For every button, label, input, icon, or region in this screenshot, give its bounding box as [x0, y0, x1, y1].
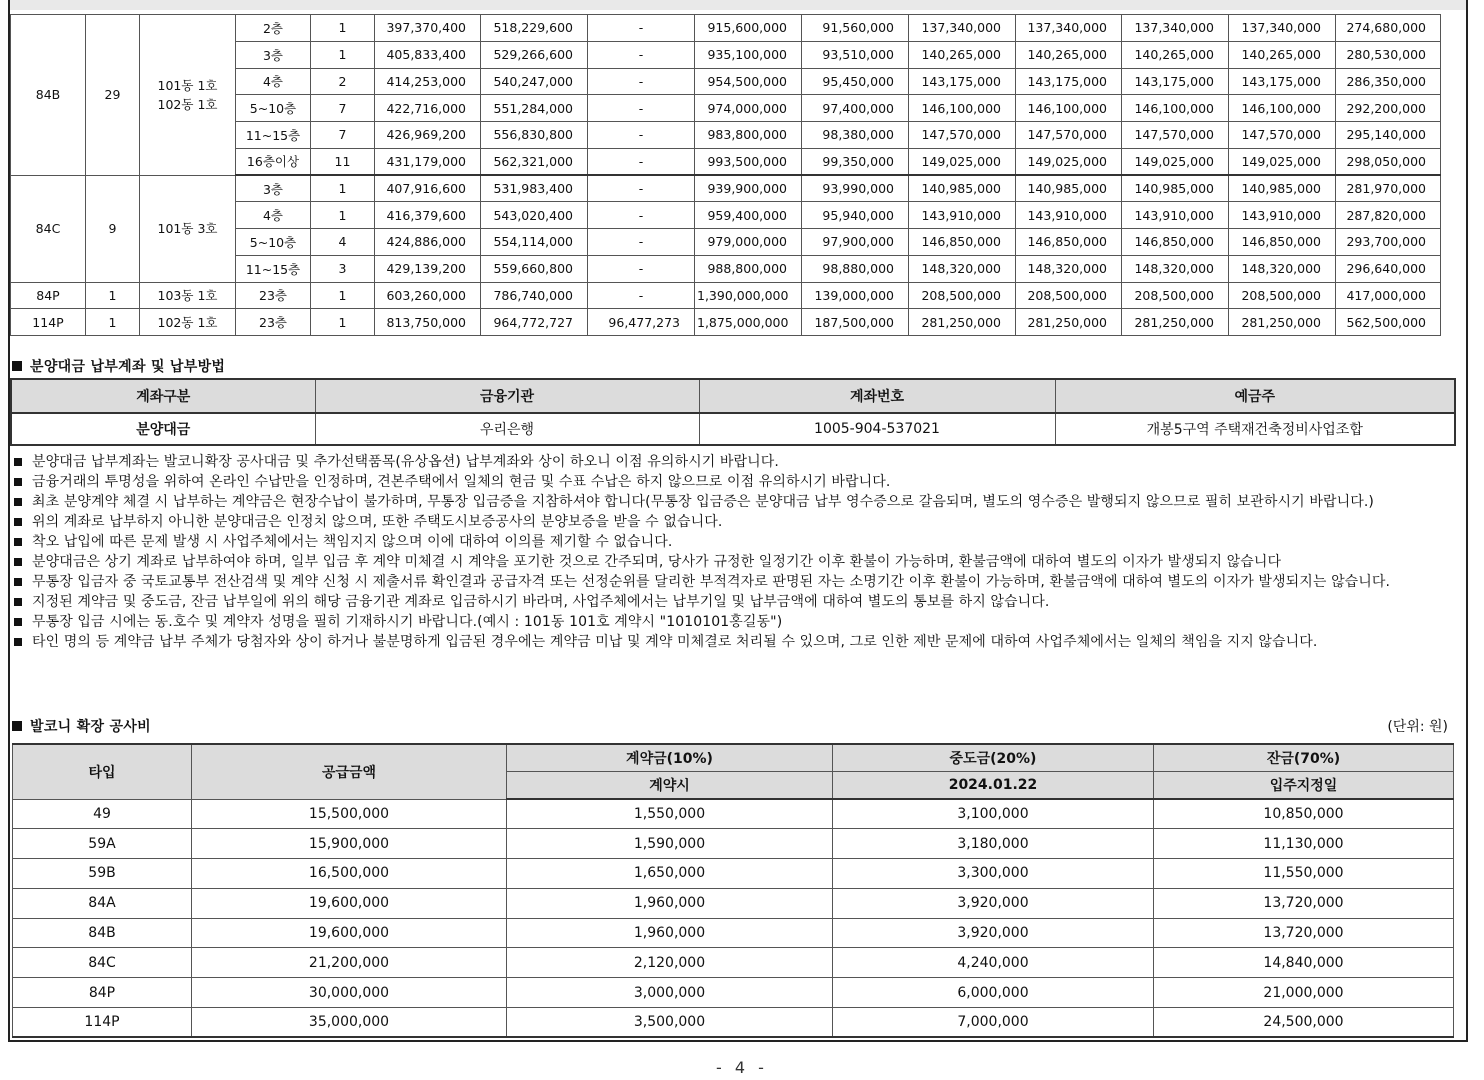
payment-note-item — [14, 492, 1434, 512]
price-row — [11, 309, 1441, 336]
price-deposit-cell: 97,900,000 — [802, 229, 909, 256]
price-building-cell: 540,247,000 — [481, 68, 588, 95]
balcony-deposit-cell: 1,960,000 — [507, 918, 833, 948]
price-type-cell: 84P — [11, 282, 86, 309]
account-table-header-row — [11, 379, 1455, 413]
price-mid1-cell: 281,250,000 — [909, 309, 1016, 336]
price-dong-cell — [140, 15, 236, 176]
balcony-section-title-text: 발코니 확장 공사비 — [30, 719, 151, 735]
balcony-row — [13, 829, 1454, 859]
price-floor-cell: 5~10층 — [236, 95, 311, 122]
price-dong-cell — [140, 175, 236, 282]
price-vat-cell: - — [588, 282, 695, 309]
balcony-deposit-cell: 3,000,000 — [507, 978, 833, 1008]
price-land-cell: 424,886,000 — [375, 229, 481, 256]
price-mid3-cell: 146,850,000 — [1122, 229, 1229, 256]
price-land-cell: 431,179,000 — [375, 148, 481, 175]
price-mid1-cell: 140,985,000 — [909, 175, 1016, 202]
payment-note-item — [14, 452, 1434, 472]
balcony-supply-cell: 30,000,000 — [192, 978, 507, 1008]
payment-note-text: 타인 명의 등 계약금 납부 주체가 당첨자와 상이 하거나 불분명하게 입금된 경우에는 계약금 미납 및 계약 미체결로 처리될 수 있으며, 그로 인한 제반 문제에 대하여 사업주체에서는 일체의 책임을 지지 않습니다. — [32, 634, 1318, 650]
balcony-balance-cell: 11,130,000 — [1154, 829, 1454, 859]
price-balance-cell: 295,140,000 — [1336, 122, 1441, 149]
price-mid2-cell: 143,175,000 — [1016, 68, 1122, 95]
balcony-balance-cell: 14,840,000 — [1154, 948, 1454, 978]
balcony-deposit-cell: 2,120,000 — [507, 948, 833, 978]
balcony-header-supply: 공급금액 — [192, 744, 507, 799]
balcony-section-title — [12, 716, 151, 736]
price-mid3-cell: 143,175,000 — [1122, 68, 1229, 95]
balcony-middle-cell: 3,300,000 — [833, 859, 1154, 889]
price-count-cell: 1 — [311, 282, 375, 309]
balcony-supply-cell: 16,500,000 — [192, 859, 507, 889]
price-land-cell: 397,370,400 — [375, 15, 481, 42]
unit-label: (단위: 원) — [1387, 719, 1448, 735]
price-building-cell: 543,020,400 — [481, 202, 588, 229]
square-bullet-icon — [14, 458, 22, 466]
price-deposit-cell: 187,500,000 — [802, 309, 909, 336]
price-balance-cell: 292,200,000 — [1336, 95, 1441, 122]
price-count-cell: 1 — [311, 41, 375, 68]
price-count-cell: 1 — [311, 202, 375, 229]
payment-note-item — [14, 552, 1434, 572]
price-vat-cell: - — [588, 148, 695, 175]
square-bullet-icon — [14, 478, 22, 486]
balcony-middle-cell: 3,920,000 — [833, 888, 1154, 918]
balcony-type-cell: 59B — [13, 859, 192, 889]
price-mid4-cell: 146,850,000 — [1229, 229, 1336, 256]
price-deposit-cell: 95,450,000 — [802, 68, 909, 95]
balcony-type-cell: 49 — [13, 799, 192, 829]
balcony-supply-cell: 19,600,000 — [192, 888, 507, 918]
price-units-cell: 29 — [86, 15, 140, 176]
account-header-number: 계좌번호 — [699, 379, 1055, 413]
supply-price-table-body — [11, 15, 1441, 336]
price-count-cell: 7 — [311, 95, 375, 122]
price-total-cell: 974,000,000 — [695, 95, 802, 122]
price-building-cell: 518,229,600 — [481, 15, 588, 42]
account-section-title-text: 분양대금 납부계좌 및 납부방법 — [30, 359, 226, 375]
balcony-type-cell: 59A — [13, 829, 192, 859]
price-count-cell: 1 — [311, 175, 375, 202]
price-count-cell: 4 — [311, 229, 375, 256]
price-mid1-cell: 143,910,000 — [909, 202, 1016, 229]
price-mid2-cell: 281,250,000 — [1016, 309, 1122, 336]
price-floor-cell: 3층 — [236, 175, 311, 202]
price-total-cell: 935,100,000 — [695, 41, 802, 68]
price-floor-cell: 5~10층 — [236, 229, 311, 256]
price-floor-cell: 4층 — [236, 68, 311, 95]
price-dong-cell — [140, 282, 236, 309]
price-mid1-cell: 149,025,000 — [909, 148, 1016, 175]
price-total-cell: 979,000,000 — [695, 229, 802, 256]
price-floor-cell: 23층 — [236, 282, 311, 309]
page-number: - 4 - — [716, 1058, 768, 1077]
payment-note-text: 무통장 입금자 중 국토교통부 전산검색 및 계약 신청 시 제출서류 확인결과 공급자격 또는 선정순위를 달리한 부적격자로 판명된 자는 소명기간 이후 환불이 가능하며, 환불금액에 대하여 별도의 이자가 발생되지는 않습니다. — [32, 574, 1391, 590]
price-mid2-cell: 143,910,000 — [1016, 202, 1122, 229]
account-table — [10, 378, 1456, 446]
price-building-cell: 531,983,400 — [481, 175, 588, 202]
price-mid3-cell: 137,340,000 — [1122, 15, 1229, 42]
price-deposit-cell: 98,380,000 — [802, 122, 909, 149]
price-mid4-cell: 146,100,000 — [1229, 95, 1336, 122]
price-deposit-cell: 93,990,000 — [802, 175, 909, 202]
balcony-type-cell: 84B — [13, 918, 192, 948]
balcony-type-cell: 84C — [13, 948, 192, 978]
price-mid2-cell: 140,265,000 — [1016, 41, 1122, 68]
square-bullet-icon — [14, 538, 22, 546]
price-balance-cell: 293,700,000 — [1336, 229, 1441, 256]
price-balance-cell: 417,000,000 — [1336, 282, 1441, 309]
price-floor-cell: 23층 — [236, 309, 311, 336]
payment-note-text: 금융거래의 투명성을 위하여 온라인 수납만을 인정하며, 견본주택에서 일체의 현금 및 수표 수납은 하지 않으므로 이점 유의하시기 바랍니다. — [32, 474, 891, 490]
price-floor-cell: 2층 — [236, 15, 311, 42]
price-vat-cell: - — [588, 255, 695, 282]
price-deposit-cell: 139,000,000 — [802, 282, 909, 309]
balcony-balance-cell: 10,850,000 — [1154, 799, 1454, 829]
price-units-cell: 1 — [86, 309, 140, 336]
price-balance-cell: 287,820,000 — [1336, 202, 1441, 229]
payment-note-text: 분양대금은 상기 계좌로 납부하여야 하며, 일부 입금 후 계약 미체결 시 계약을 포기한 것으로 간주되며, 당사가 규정한 일정기간 이후 환불이 가능하며, 환불금액에 대하여 별도의 이자가 발생되지 않습니다 — [32, 554, 1282, 570]
price-mid3-cell: 146,100,000 — [1122, 95, 1229, 122]
balcony-middle-cell: 7,000,000 — [833, 1008, 1154, 1038]
price-deposit-cell: 93,510,000 — [802, 41, 909, 68]
price-total-cell: 959,400,000 — [695, 202, 802, 229]
price-mid2-cell: 208,500,000 — [1016, 282, 1122, 309]
price-vat-cell: - — [588, 229, 695, 256]
price-mid2-cell: 147,570,000 — [1016, 122, 1122, 149]
price-mid2-cell: 140,985,000 — [1016, 175, 1122, 202]
price-land-cell: 603,260,000 — [375, 282, 481, 309]
balcony-type-cell: 114P — [13, 1008, 192, 1038]
price-building-cell: 562,321,000 — [481, 148, 588, 175]
balcony-header-type: 타입 — [13, 744, 192, 799]
price-total-cell: 1,390,000,000 — [695, 282, 802, 309]
square-bullet-icon — [12, 721, 22, 731]
square-bullet-icon — [14, 498, 22, 506]
price-mid2-cell: 148,320,000 — [1016, 255, 1122, 282]
price-land-cell: 813,750,000 — [375, 309, 481, 336]
balcony-row — [13, 918, 1454, 948]
price-floor-cell: 3층 — [236, 41, 311, 68]
price-mid4-cell: 143,175,000 — [1229, 68, 1336, 95]
square-bullet-icon — [12, 361, 22, 371]
price-balance-cell: 298,050,000 — [1336, 148, 1441, 175]
payment-note-item — [14, 632, 1434, 652]
price-mid4-cell: 148,320,000 — [1229, 255, 1336, 282]
price-deposit-cell: 99,350,000 — [802, 148, 909, 175]
price-mid3-cell: 281,250,000 — [1122, 309, 1229, 336]
price-deposit-cell: 95,940,000 — [802, 202, 909, 229]
account-header-holder: 예금주 — [1055, 379, 1455, 413]
price-mid2-cell: 149,025,000 — [1016, 148, 1122, 175]
balcony-header-middle: 중도금(20%) — [833, 744, 1154, 772]
balcony-header-deposit: 계약금(10%) — [507, 744, 833, 772]
supply-price-table — [10, 14, 1441, 336]
price-mid2-cell: 146,850,000 — [1016, 229, 1122, 256]
account-header-bank: 금융기관 — [315, 379, 699, 413]
square-bullet-icon — [14, 638, 22, 646]
price-mid3-cell: 149,025,000 — [1122, 148, 1229, 175]
payment-note-item — [14, 532, 1434, 552]
balcony-middle-cell: 3,180,000 — [833, 829, 1154, 859]
price-total-cell: 915,600,000 — [695, 15, 802, 42]
square-bullet-icon — [14, 618, 22, 626]
balcony-header-balance-timing: 입주지정일 — [1154, 772, 1454, 800]
price-units-cell: 1 — [86, 282, 140, 309]
price-mid2-cell: 146,100,000 — [1016, 95, 1122, 122]
balcony-supply-cell: 21,200,000 — [192, 948, 507, 978]
price-vat-cell: 96,477,273 — [588, 309, 695, 336]
payment-note-text: 무통장 입금 시에는 동.호수 및 계약자 성명을 필히 기재하시기 바랍니다.(예시 : 101동 101호 계약시 "1010101홍길동") — [32, 614, 783, 630]
dong-line: 102동 1호 — [157, 96, 218, 112]
balcony-row — [13, 799, 1454, 829]
price-count-cell: 11 — [311, 148, 375, 175]
dong-line: 101동 3호 — [157, 221, 218, 236]
price-building-cell: 529,266,600 — [481, 41, 588, 68]
price-mid4-cell: 137,340,000 — [1229, 15, 1336, 42]
price-count-cell: 7 — [311, 122, 375, 149]
payment-note-text: 지정된 계약금 및 중도금, 잔금 납부일에 위의 해당 금융기관 계좌로 입금하시기 바라며, 사업주체에서는 납부기일 및 납부금액에 대하여 별도의 통보를 하지 않습니다. — [32, 594, 1050, 610]
payment-note-text: 착오 납입에 따른 문제 발생 시 사업주체에서는 책임지지 않으며 이에 대하여 이의를 제기할 수 없습니다. — [32, 534, 673, 550]
balcony-deposit-cell: 1,550,000 — [507, 799, 833, 829]
payment-note-item — [14, 472, 1434, 492]
balcony-row — [13, 888, 1454, 918]
price-total-cell: 939,900,000 — [695, 175, 802, 202]
price-mid3-cell: 143,910,000 — [1122, 202, 1229, 229]
balcony-header-row — [13, 744, 1454, 772]
price-vat-cell: - — [588, 202, 695, 229]
account-header-category: 계좌구분 — [11, 379, 315, 413]
price-total-cell: 993,500,000 — [695, 148, 802, 175]
price-land-cell: 416,379,600 — [375, 202, 481, 229]
balcony-balance-cell: 24,500,000 — [1154, 1008, 1454, 1038]
price-dong-cell — [140, 309, 236, 336]
payment-note-item — [14, 512, 1434, 532]
price-count-cell: 3 — [311, 255, 375, 282]
price-building-cell: 786,740,000 — [481, 282, 588, 309]
price-mid1-cell: 140,265,000 — [909, 41, 1016, 68]
balcony-header-middle-date: 2024.01.22 — [833, 772, 1154, 800]
price-floor-cell: 4층 — [236, 202, 311, 229]
price-mid4-cell: 208,500,000 — [1229, 282, 1336, 309]
payment-note-item — [14, 612, 1434, 632]
price-mid3-cell: 208,500,000 — [1122, 282, 1229, 309]
balcony-row — [13, 978, 1454, 1008]
account-number: 1005-904-537021 — [699, 413, 1055, 445]
balcony-cost-table — [12, 743, 1454, 1038]
price-row — [11, 15, 1441, 42]
price-vat-cell: - — [588, 175, 695, 202]
price-floor-cell: 11~15층 — [236, 255, 311, 282]
price-floor-cell: 16층이상 — [236, 148, 311, 175]
price-land-cell: 407,916,600 — [375, 175, 481, 202]
balcony-middle-cell: 4,240,000 — [833, 948, 1154, 978]
price-building-cell: 559,660,800 — [481, 255, 588, 282]
price-type-cell: 114P — [11, 309, 86, 336]
dong-line: 101동 1호 — [157, 77, 218, 93]
price-mid1-cell: 146,100,000 — [909, 95, 1016, 122]
price-mid4-cell: 143,910,000 — [1229, 202, 1336, 229]
dong-line: 103동 1호 — [157, 287, 218, 303]
price-mid1-cell: 143,175,000 — [909, 68, 1016, 95]
balcony-deposit-cell: 1,960,000 — [507, 888, 833, 918]
price-mid2-cell: 137,340,000 — [1016, 15, 1122, 42]
account-bank: 우리은행 — [315, 413, 699, 445]
price-mid3-cell: 148,320,000 — [1122, 255, 1229, 282]
price-balance-cell: 274,680,000 — [1336, 15, 1441, 42]
balcony-supply-cell: 15,900,000 — [192, 829, 507, 859]
price-vat-cell: - — [588, 15, 695, 42]
price-units-cell: 9 — [86, 175, 140, 282]
price-mid1-cell: 146,850,000 — [909, 229, 1016, 256]
balcony-balance-cell: 13,720,000 — [1154, 888, 1454, 918]
payment-note-text: 분양대금 납부계좌는 발코니확장 공사대금 및 추가선택품목(유상옵션) 납부계좌와 상이 하오니 이점 유의하시기 바랍니다. — [32, 454, 779, 470]
price-mid1-cell: 147,570,000 — [909, 122, 1016, 149]
balcony-middle-cell: 3,100,000 — [833, 799, 1154, 829]
price-total-cell: 954,500,000 — [695, 68, 802, 95]
price-balance-cell: 562,500,000 — [1336, 309, 1441, 336]
price-row — [11, 175, 1441, 202]
square-bullet-icon — [14, 518, 22, 526]
balcony-middle-cell: 3,920,000 — [833, 918, 1154, 948]
price-land-cell: 422,716,000 — [375, 95, 481, 122]
balcony-type-cell: 84P — [13, 978, 192, 1008]
price-vat-cell: - — [588, 41, 695, 68]
price-mid4-cell: 140,265,000 — [1229, 41, 1336, 68]
price-count-cell: 1 — [311, 309, 375, 336]
price-land-cell: 405,833,400 — [375, 41, 481, 68]
account-category: 분양대금 — [11, 413, 315, 445]
price-balance-cell: 281,970,000 — [1336, 175, 1441, 202]
account-section-title — [12, 356, 225, 376]
price-mid4-cell: 140,985,000 — [1229, 175, 1336, 202]
price-total-cell: 988,800,000 — [695, 255, 802, 282]
price-type-cell: 84B — [11, 15, 86, 176]
price-building-cell: 551,284,000 — [481, 95, 588, 122]
price-mid1-cell: 148,320,000 — [909, 255, 1016, 282]
price-vat-cell: - — [588, 68, 695, 95]
balcony-header-deposit-timing: 계약시 — [507, 772, 833, 800]
square-bullet-icon — [14, 598, 22, 606]
price-deposit-cell: 91,560,000 — [802, 15, 909, 42]
price-land-cell: 414,253,000 — [375, 68, 481, 95]
balcony-middle-cell: 6,000,000 — [833, 978, 1154, 1008]
price-building-cell: 554,114,000 — [481, 229, 588, 256]
price-mid3-cell: 140,985,000 — [1122, 175, 1229, 202]
balcony-row — [13, 1008, 1454, 1038]
price-building-cell: 556,830,800 — [481, 122, 588, 149]
price-balance-cell: 286,350,000 — [1336, 68, 1441, 95]
dong-line: 102동 1호 — [157, 314, 218, 330]
balcony-cost-table-body — [13, 799, 1454, 1037]
price-balance-cell: 296,640,000 — [1336, 255, 1441, 282]
balcony-row — [13, 948, 1454, 978]
balcony-supply-cell: 15,500,000 — [192, 799, 507, 829]
square-bullet-icon — [14, 578, 22, 586]
price-mid1-cell: 208,500,000 — [909, 282, 1016, 309]
balcony-type-cell: 84A — [13, 888, 192, 918]
price-land-cell: 426,969,200 — [375, 122, 481, 149]
price-mid1-cell: 137,340,000 — [909, 15, 1016, 42]
price-total-cell: 1,875,000,000 — [695, 309, 802, 336]
price-mid3-cell: 140,265,000 — [1122, 41, 1229, 68]
price-mid4-cell: 147,570,000 — [1229, 122, 1336, 149]
price-mid4-cell: 281,250,000 — [1229, 309, 1336, 336]
price-total-cell: 983,800,000 — [695, 122, 802, 149]
price-count-cell: 1 — [311, 15, 375, 42]
price-building-cell: 964,772,727 — [481, 309, 588, 336]
balcony-balance-cell: 11,550,000 — [1154, 859, 1454, 889]
payment-note-text: 위의 계좌로 납부하지 아니한 분양대금은 인정치 않으며, 또한 주택도시보증공사의 분양보증을 받을 수 없습니다. — [32, 514, 723, 530]
balcony-row — [13, 859, 1454, 889]
payment-note-item — [14, 572, 1434, 592]
account-holder: 개봉5구역 주택재건축정비사업조합 — [1055, 413, 1455, 445]
balcony-supply-cell: 35,000,000 — [192, 1008, 507, 1038]
payment-note-text: 최초 분양계약 체결 시 납부하는 계약금은 현장수납이 불가하며, 무통장 입금증을 지참하셔야 합니다(무통장 입금증은 분양대금 납부 영수증으로 갈음되며, 별도의 영수증은 발행되지 않으므로 필히 보관하시기 바랍니다.) — [32, 494, 1374, 510]
balcony-header-balance: 잔금(70%) — [1154, 744, 1454, 772]
price-type-cell: 84C — [11, 175, 86, 282]
price-mid4-cell: 149,025,000 — [1229, 148, 1336, 175]
balcony-balance-cell: 21,000,000 — [1154, 978, 1454, 1008]
balcony-deposit-cell: 3,500,000 — [507, 1008, 833, 1038]
price-vat-cell: - — [588, 122, 695, 149]
balcony-supply-cell: 19,600,000 — [192, 918, 507, 948]
price-vat-cell: - — [588, 95, 695, 122]
price-row — [11, 282, 1441, 309]
balcony-deposit-cell: 1,650,000 — [507, 859, 833, 889]
price-deposit-cell: 98,880,000 — [802, 255, 909, 282]
payment-notes-list — [14, 452, 1434, 652]
price-land-cell: 429,139,200 — [375, 255, 481, 282]
price-count-cell: 2 — [311, 68, 375, 95]
balcony-balance-cell: 13,720,000 — [1154, 918, 1454, 948]
price-floor-cell: 11~15층 — [236, 122, 311, 149]
square-bullet-icon — [14, 558, 22, 566]
payment-note-item — [14, 592, 1434, 612]
price-deposit-cell: 97,400,000 — [802, 95, 909, 122]
price-balance-cell: 280,530,000 — [1336, 41, 1441, 68]
price-mid3-cell: 147,570,000 — [1122, 122, 1229, 149]
account-table-row — [11, 413, 1455, 445]
balcony-deposit-cell: 1,590,000 — [507, 829, 833, 859]
